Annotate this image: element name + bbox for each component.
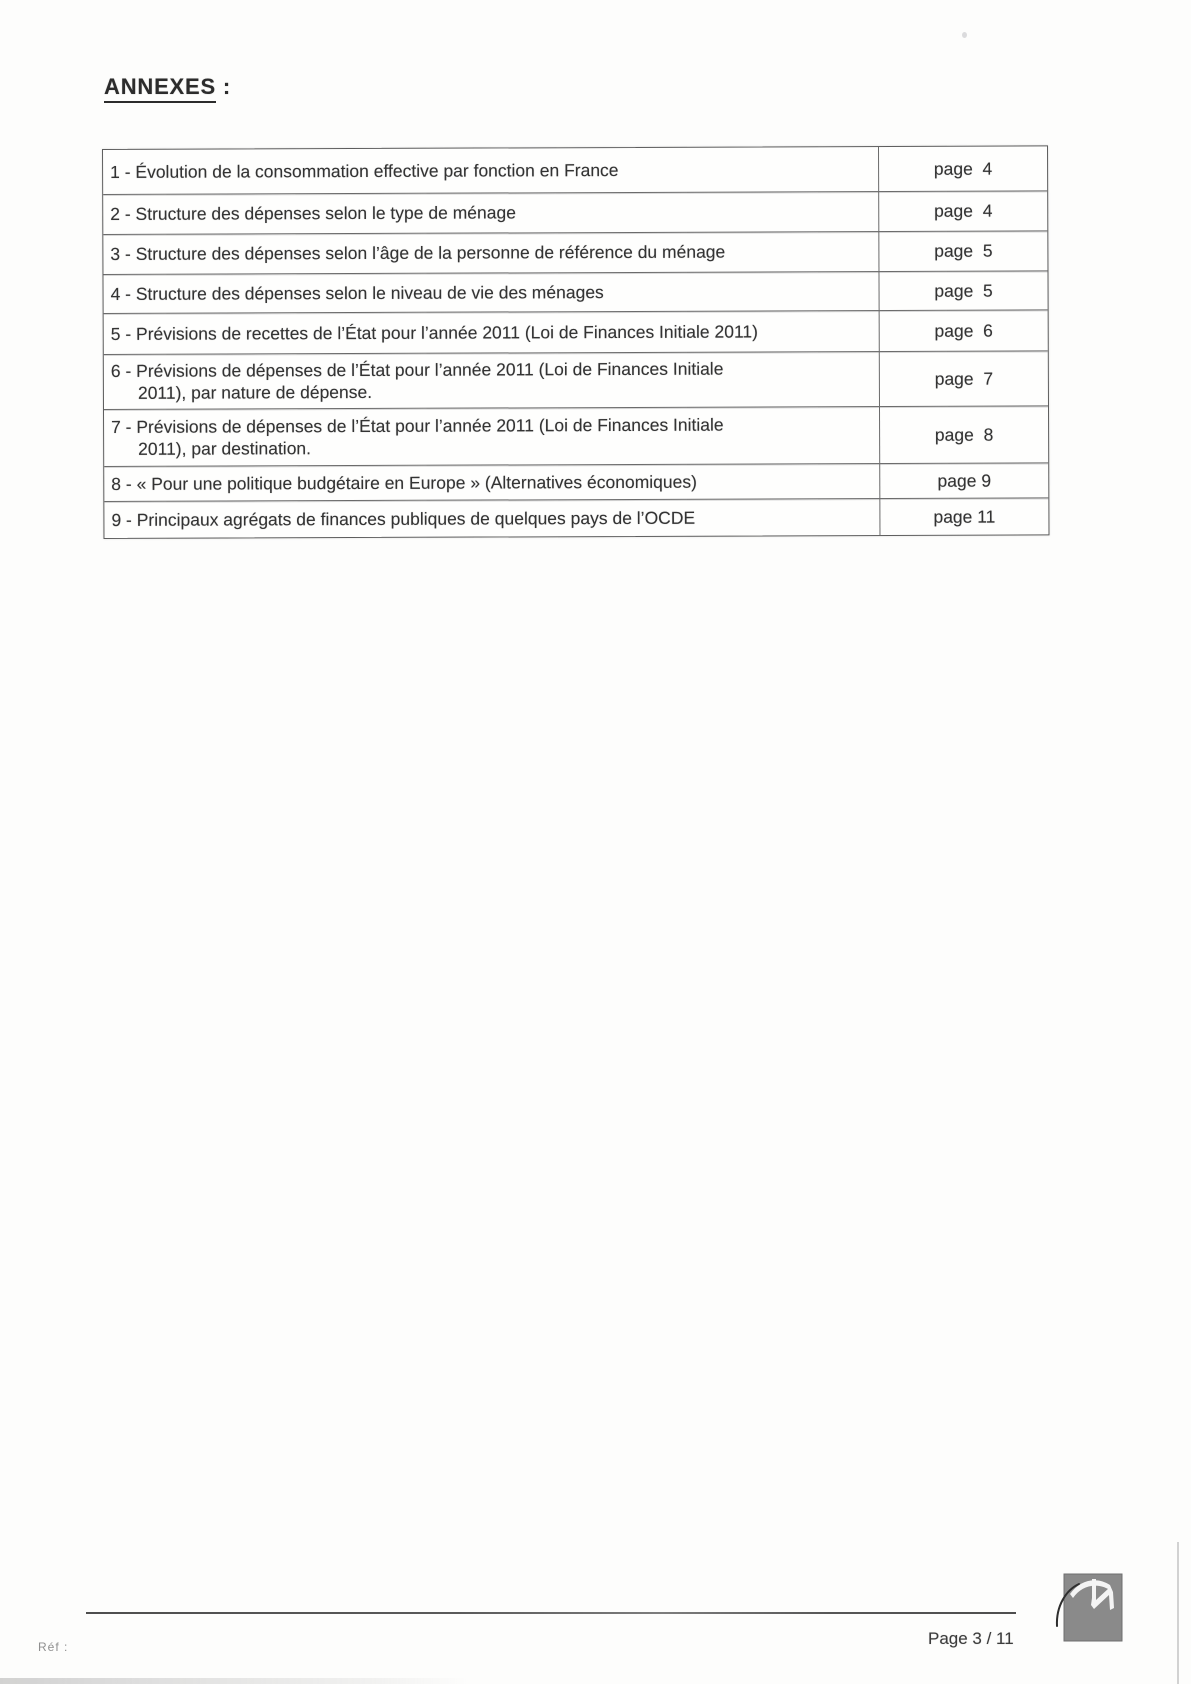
annex-label: [103, 232, 879, 274]
annex-page-ref: page 4: [933, 158, 993, 179]
annex-page-ref: page 6: [934, 320, 993, 341]
annex-label-line: 1 - Évolution de la consommation effective par fonction en France: [110, 159, 619, 182]
annex-label-line: 6 - Prévisions de dépenses de l’État pour l’année 2011 (Loi de Finances Initiale: [110, 358, 724, 381]
table-row: [104, 497, 1048, 538]
annex-page-ref: page 5: [934, 280, 993, 301]
annex-label-line: 7 - Prévisions de dépenses de l’État pour l’année 2011 (Loi de Finances Initiale: [111, 414, 724, 437]
annex-label-line: 9 - Principaux agrégats de finances publiques de quelques pays de l’OCDE: [111, 507, 696, 530]
annex-page-ref: page 5: [934, 240, 993, 261]
table-row: [103, 230, 1047, 274]
scan-artifact-bottom-strip: [0, 1678, 468, 1684]
annex-label: [104, 499, 880, 538]
annex-label-line: 3 - Structure des dépenses selon l’âge de la personne de référence du ménage: [110, 241, 726, 265]
organization-logo-icon: [1040, 1568, 1124, 1648]
table-row: [104, 350, 1048, 409]
scan-artifact-edge-streak: [1177, 1542, 1179, 1684]
annex-label-line2: 2011), par destination.: [138, 438, 312, 459]
table-row: [104, 309, 1048, 354]
annex-label: [103, 272, 879, 313]
annex-label: [104, 311, 880, 354]
reference-label: Réf :: [38, 1640, 69, 1654]
annex-label: [104, 407, 880, 466]
annex-label-line: 8 - « Pour une politique budgétaire en Europe » (Alternatives économiques): [111, 471, 697, 494]
annex-label: [103, 192, 879, 234]
annex-page-ref: page 7: [934, 368, 994, 389]
annex-page-ref: page 11: [933, 506, 996, 527]
table-row: [103, 190, 1047, 234]
table-row: [104, 405, 1048, 466]
annex-label: [104, 464, 880, 501]
table-row: [103, 270, 1047, 313]
annex-label-line: 5 - Prévisions de recettes de l’État pour l’année 2011 (Loi de Finances Initiale 2011): [110, 321, 758, 344]
annex-label-line: 4 - Structure des dépenses selon le niveau de vie des ménages: [110, 281, 604, 304]
page-number-indicator: Page 3 / 11: [928, 1629, 1014, 1648]
annex-label-line2: 2011), par nature de dépense.: [137, 381, 373, 403]
scan-artifact-speck: [962, 32, 967, 38]
page-title: [104, 74, 231, 100]
annex-page-ref: page 8: [934, 424, 994, 445]
annex-label-line: 2 - Structure des dépenses selon le type de ménage: [110, 202, 516, 225]
page-title-text: ANNEXES: [104, 74, 216, 103]
annex-label: [104, 352, 880, 409]
table-row: [103, 146, 1047, 194]
table-row: [104, 462, 1048, 501]
annex-page-ref: page 4: [934, 200, 993, 221]
page-title-colon: :: [215, 74, 232, 99]
annex-page-ref: page 9: [937, 470, 992, 491]
footer-divider: [86, 1612, 1016, 1614]
annex-label: [103, 147, 879, 194]
annexes-table: [102, 145, 1049, 539]
